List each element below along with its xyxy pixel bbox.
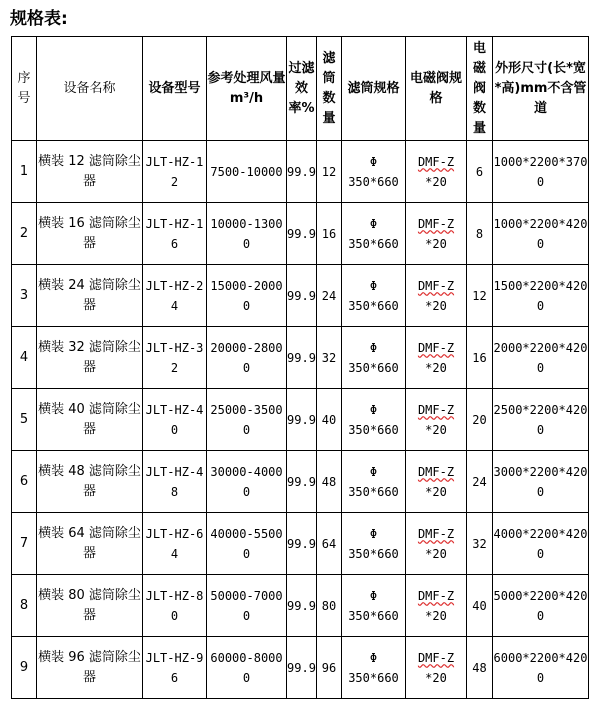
cell-name: 横装 16 滤筒除尘器 [37, 203, 143, 265]
cell-model: JLT-HZ-12 [143, 141, 207, 203]
cell-name: 横装 80 滤筒除尘器 [37, 575, 143, 637]
cell-no: 5 [12, 389, 37, 451]
cell-filter-spec-size: 350*660 [348, 670, 399, 685]
cell-filter-spec-symbol: Φ [369, 526, 378, 541]
cell-efficiency: 99.9 [287, 575, 317, 637]
cell-filter-spec [342, 451, 406, 513]
cell-no: 1 [12, 141, 37, 203]
cell-filter-spec-symbol: Φ [369, 340, 378, 355]
header-airflow: 参考处理风量m³/h [207, 37, 287, 141]
cell-filter-spec-size: 350*660 [348, 174, 399, 189]
cell-airflow: 40000-55000 [207, 513, 287, 575]
cell-dimensions: 1000*2200*4200 [493, 203, 589, 265]
cell-valve-count: 6 [467, 141, 493, 203]
cell-filter-spec [342, 575, 406, 637]
cell-valve-spec-size: *20 [425, 608, 447, 623]
cell-dimensions: 2000*2200*4200 [493, 327, 589, 389]
header-name: 设备名称 [37, 37, 143, 141]
cell-valve-spec-type: DMF-Z [417, 340, 455, 355]
cell-valve-spec-type: DMF-Z [417, 278, 455, 293]
cell-valve-spec-size: *20 [425, 484, 447, 499]
cell-efficiency: 99.9 [287, 451, 317, 513]
cell-valve-spec-size: *20 [425, 236, 447, 251]
cell-name: 横装 64 滤筒除尘器 [37, 513, 143, 575]
cell-valve-spec [406, 265, 467, 327]
cell-count: 40 [317, 389, 342, 451]
cell-valve-spec-size: *20 [425, 360, 447, 375]
table-row [12, 513, 589, 575]
cell-valve-spec-size: *20 [425, 670, 447, 685]
table-row [12, 265, 589, 327]
cell-filter-spec-size: 350*660 [348, 360, 399, 375]
cell-dimensions: 4000*2200*4200 [493, 513, 589, 575]
cell-valve-spec [406, 451, 467, 513]
cell-efficiency: 99.9 [287, 141, 317, 203]
cell-valve-count: 48 [467, 637, 493, 699]
cell-efficiency: 99.9 [287, 637, 317, 699]
table-row [12, 637, 589, 699]
cell-valve-spec-size: *20 [425, 546, 447, 561]
cell-no: 4 [12, 327, 37, 389]
cell-valve-spec [406, 513, 467, 575]
page-title: 规格表: [10, 9, 68, 29]
cell-valve-spec-size: *20 [425, 174, 447, 189]
cell-no: 3 [12, 265, 37, 327]
cell-dimensions: 2500*2200*4200 [493, 389, 589, 451]
cell-efficiency: 99.9 [287, 203, 317, 265]
cell-valve-count: 16 [467, 327, 493, 389]
cell-efficiency: 99.9 [287, 513, 317, 575]
cell-model: JLT-HZ-24 [143, 265, 207, 327]
cell-filter-spec-symbol: Φ [369, 588, 378, 603]
cell-name: 横装 48 滤筒除尘器 [37, 451, 143, 513]
cell-dimensions: 5000*2200*4200 [493, 575, 589, 637]
cell-filter-spec-size: 350*660 [348, 546, 399, 561]
cell-filter-spec [342, 327, 406, 389]
cell-dimensions: 6000*2200*4200 [493, 637, 589, 699]
table-row [12, 203, 589, 265]
cell-valve-count: 8 [467, 203, 493, 265]
cell-no: 7 [12, 513, 37, 575]
cell-filter-spec [342, 637, 406, 699]
cell-count: 32 [317, 327, 342, 389]
cell-airflow: 20000-28000 [207, 327, 287, 389]
header-filter-spec: 滤筒规格 [342, 37, 406, 141]
cell-filter-spec [342, 265, 406, 327]
cell-efficiency: 99.9 [287, 327, 317, 389]
cell-filter-spec-size: 350*660 [348, 484, 399, 499]
cell-model: JLT-HZ-32 [143, 327, 207, 389]
cell-dimensions: 1000*2200*3700 [493, 141, 589, 203]
cell-valve-spec-type: DMF-Z [417, 588, 455, 603]
cell-model: JLT-HZ-48 [143, 451, 207, 513]
cell-count: 48 [317, 451, 342, 513]
cell-airflow: 50000-70000 [207, 575, 287, 637]
cell-efficiency: 99.9 [287, 265, 317, 327]
cell-airflow: 15000-20000 [207, 265, 287, 327]
cell-filter-spec-size: 350*660 [348, 422, 399, 437]
cell-dimensions: 3000*2200*4200 [493, 451, 589, 513]
cell-valve-count: 40 [467, 575, 493, 637]
header-valve-count: 电磁阀数量 [467, 37, 493, 141]
table-row [12, 575, 589, 637]
cell-count: 16 [317, 203, 342, 265]
cell-count: 64 [317, 513, 342, 575]
cell-valve-spec-type: DMF-Z [417, 464, 455, 479]
cell-filter-spec-symbol: Φ [369, 650, 378, 665]
cell-valve-count: 20 [467, 389, 493, 451]
cell-valve-spec-type: DMF-Z [417, 154, 455, 169]
cell-filter-spec-symbol: Φ [369, 278, 378, 293]
cell-no: 6 [12, 451, 37, 513]
table-row [12, 389, 589, 451]
cell-name: 横装 24 滤筒除尘器 [37, 265, 143, 327]
cell-filter-spec-symbol: Φ [369, 216, 378, 231]
cell-efficiency: 99.9 [287, 389, 317, 451]
cell-valve-spec [406, 141, 467, 203]
cell-count: 80 [317, 575, 342, 637]
cell-filter-spec-size: 350*660 [348, 608, 399, 623]
cell-airflow: 10000-13000 [207, 203, 287, 265]
cell-model: JLT-HZ-80 [143, 575, 207, 637]
table-body [12, 141, 589, 699]
cell-model: JLT-HZ-40 [143, 389, 207, 451]
cell-count: 24 [317, 265, 342, 327]
header-count: 滤筒数量 [317, 37, 342, 141]
header-efficiency: 过滤效率% [287, 37, 317, 141]
cell-airflow: 60000-80000 [207, 637, 287, 699]
cell-filter-spec [342, 389, 406, 451]
cell-filter-spec-symbol: Φ [369, 464, 378, 479]
header-model: 设备型号 [143, 37, 207, 141]
table-row [12, 141, 589, 203]
cell-name: 横装 32 滤筒除尘器 [37, 327, 143, 389]
spec-table [11, 36, 589, 699]
cell-count: 12 [317, 141, 342, 203]
header-row [12, 37, 589, 141]
cell-valve-spec-size: *20 [425, 298, 447, 313]
cell-valve-spec-type: DMF-Z [417, 402, 455, 417]
cell-valve-spec-type: DMF-Z [417, 526, 455, 541]
cell-airflow: 30000-40000 [207, 451, 287, 513]
cell-model: JLT-HZ-96 [143, 637, 207, 699]
cell-filter-spec [342, 513, 406, 575]
cell-count: 96 [317, 637, 342, 699]
cell-valve-spec [406, 327, 467, 389]
cell-valve-count: 32 [467, 513, 493, 575]
header-valve-spec: 电磁阀规格 [406, 37, 467, 141]
cell-dimensions: 1500*2200*4200 [493, 265, 589, 327]
cell-no: 9 [12, 637, 37, 699]
cell-filter-spec-size: 350*660 [348, 298, 399, 313]
cell-valve-spec-size: *20 [425, 422, 447, 437]
header-no: 序号 [12, 37, 37, 141]
cell-valve-spec [406, 203, 467, 265]
header-dimensions: 外形尺寸(长*宽*高)mm不含管道 [493, 37, 589, 141]
cell-valve-count: 24 [467, 451, 493, 513]
cell-valve-spec [406, 575, 467, 637]
cell-no: 2 [12, 203, 37, 265]
cell-airflow: 7500-10000 [207, 141, 287, 203]
cell-valve-count: 12 [467, 265, 493, 327]
cell-filter-spec-size: 350*660 [348, 236, 399, 251]
cell-name: 横装 40 滤筒除尘器 [37, 389, 143, 451]
cell-filter-spec-symbol: Φ [369, 154, 378, 169]
cell-no: 8 [12, 575, 37, 637]
cell-valve-spec [406, 389, 467, 451]
cell-name: 横装 96 滤筒除尘器 [37, 637, 143, 699]
cell-valve-spec-type: DMF-Z [417, 650, 455, 665]
table-row [12, 451, 589, 513]
cell-model: JLT-HZ-64 [143, 513, 207, 575]
cell-filter-spec [342, 203, 406, 265]
cell-filter-spec-symbol: Φ [369, 402, 378, 417]
cell-model: JLT-HZ-16 [143, 203, 207, 265]
cell-valve-spec-type: DMF-Z [417, 216, 455, 231]
table-row [12, 327, 589, 389]
cell-valve-spec [406, 637, 467, 699]
cell-name: 横装 12 滤筒除尘器 [37, 141, 143, 203]
cell-filter-spec [342, 141, 406, 203]
cell-airflow: 25000-35000 [207, 389, 287, 451]
